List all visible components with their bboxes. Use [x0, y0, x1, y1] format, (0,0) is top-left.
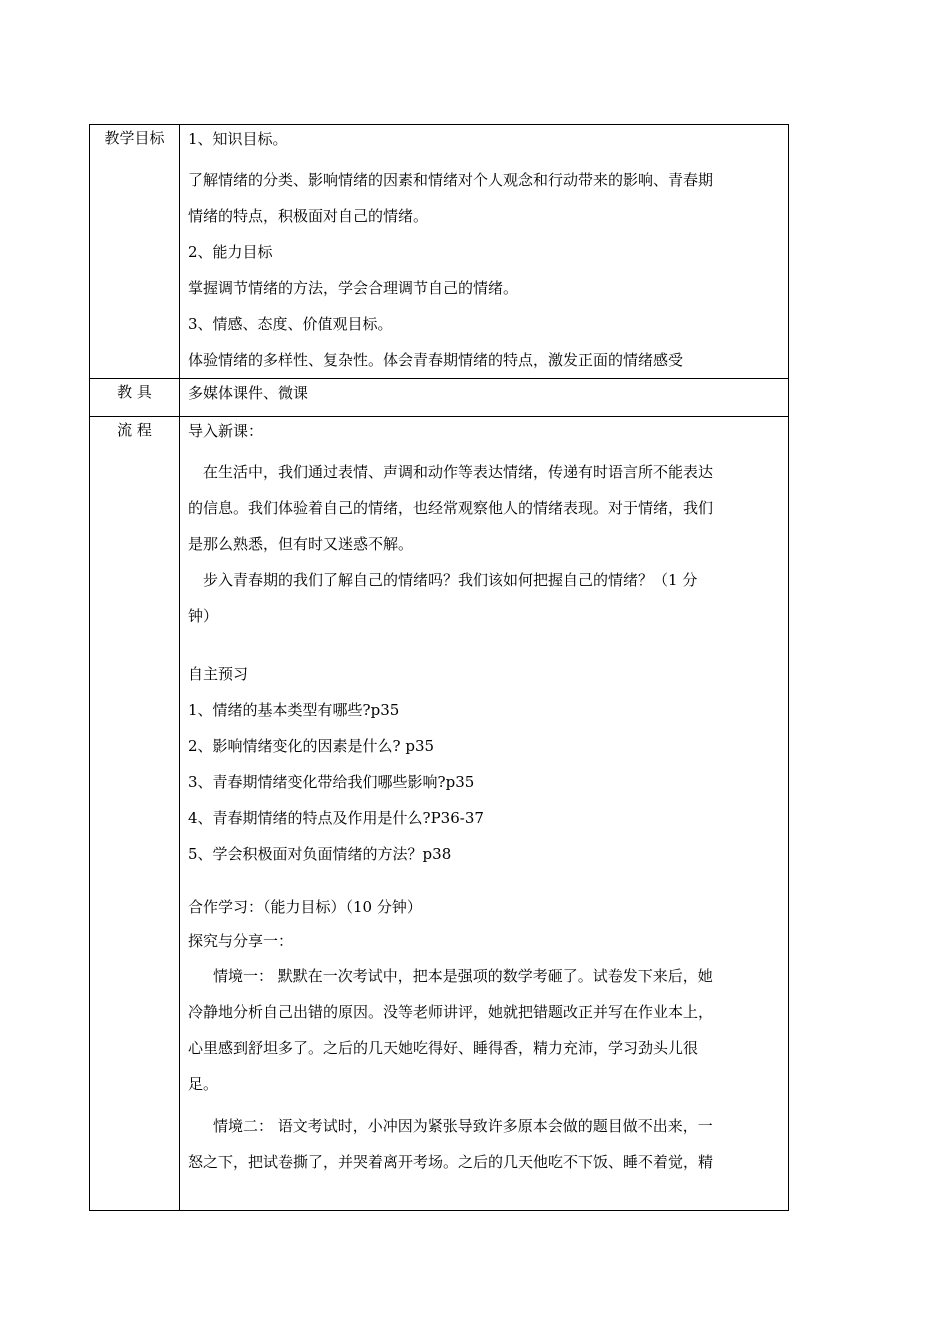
intro-line: 钟） [188, 607, 219, 625]
intro-title: 导入新课： [188, 422, 264, 440]
preview-item: 4、青春期情绪的特点及作用是什么?P36-37 [188, 809, 484, 827]
scenario2-line: 怒之下，把试卷撕了，并哭着离开考场。之后的几天他吃不下饭、睡不着觉，精 [188, 1153, 714, 1171]
scenario1-line: 心里感到舒坦多了。之后的几天她吃得好、睡得香，精力充沛，学习劲头儿很 [188, 1039, 699, 1057]
scenario1-line: 情境一： 默默在一次考试中，把本是强项的数学考砸了。试卷发下来后，她 [213, 967, 713, 985]
intro-line: 的信息。我们体验着自己的情绪，也经常观察他人的情绪表现。对于情绪，我们 [188, 499, 714, 517]
scenario1-line: 冷静地分析自己出错的原因。没等老师讲评，她就把错题改正并写在作业本上， [188, 1003, 714, 1021]
tools-text: 多媒体课件、微课 [188, 384, 309, 402]
objective-line: 掌握调节情绪的方法，学会合理调节自己的情绪。 [188, 279, 519, 297]
process-label: 流 程 [90, 417, 180, 1211]
coop-title: 合作学习：（能力目标）（10 分钟） [188, 898, 422, 916]
objective-line: 3、情感、态度、价值观目标。 [188, 315, 393, 333]
objective-line: 体验情绪的多样性、复杂性。体会青春期情绪的特点，激发正面的情绪感受 [188, 351, 684, 369]
tools-content [180, 379, 789, 417]
preview-title: 自主预习 [188, 665, 249, 683]
objective-line: 2、能力目标 [188, 243, 273, 261]
preview-item: 5、学会积极面对负面情绪的方法？p38 [188, 845, 452, 863]
tools-row [90, 379, 789, 417]
process-row [90, 417, 789, 1211]
objective-line: 了解情绪的分类、影响情绪的因素和情绪对个人观念和行动带来的影响、青春期 [188, 171, 714, 189]
tools-label: 教 具 [90, 379, 180, 417]
process-content [180, 417, 789, 1211]
scenario1-line: 足。 [188, 1075, 219, 1093]
intro-line: 是那么熟悉，但有时又迷惑不解。 [188, 535, 414, 553]
objective-line: 情绪的特点，积极面对自己的情绪。 [188, 207, 429, 225]
scenario2-line: 情境二： 语文考试时，小冲因为紧张导致许多原本会做的题目做不出来，一 [213, 1117, 713, 1135]
preview-item: 3、青春期情绪变化带给我们哪些影响?p35 [188, 773, 475, 791]
preview-item: 1、情绪的基本类型有哪些?p35 [188, 701, 400, 719]
lesson-plan-table [89, 124, 789, 1211]
intro-line: 步入青春期的我们了解自己的情绪吗？我们该如何把握自己的情绪？（1 分 [203, 571, 698, 589]
objective-line: 1、知识目标。 [188, 130, 288, 148]
preview-item: 2、影响情绪变化的因素是什么? p35 [188, 737, 435, 755]
intro-line: 在生活中，我们通过表情、声调和动作等表达情绪，传递有时语言所不能表达 [203, 463, 714, 481]
objectives-content [180, 125, 789, 379]
explore-title: 探究与分享一： [188, 932, 294, 950]
objectives-label: 教学目标 [90, 125, 180, 379]
objectives-row [90, 125, 789, 379]
